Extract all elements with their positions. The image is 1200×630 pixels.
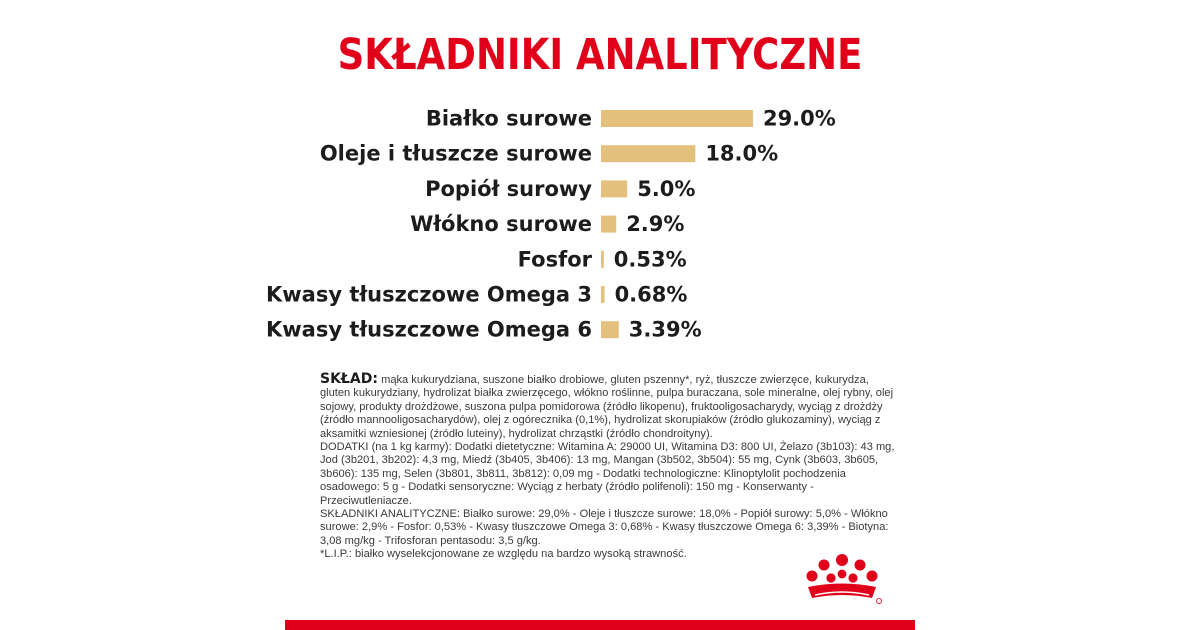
category-label: Kwasy tłuszczowe Omega 6 [265,317,592,342]
page-title: SKŁADNIKI ANALITYCZNE [337,30,863,80]
category-label: Oleje i tłuszcze surowe [319,141,592,166]
bar [601,180,627,197]
category-label: Białko surowe [425,106,592,131]
composition-label: SKŁAD: [320,371,378,387]
value-label: 5.0% [637,176,696,201]
composition-block [320,373,895,562]
ingredients-paragraph [320,373,895,441]
bar [601,286,605,303]
bar [601,321,619,338]
value-label: 18.0% [705,141,779,166]
category-label: Włókno surowe [410,212,592,237]
category-label: Kwasy tłuszczowe Omega 3 [265,282,592,307]
value-label: 2.9% [626,212,685,237]
crown-icon [800,554,884,608]
bar [601,216,616,233]
category-label: Popiół surowy [425,176,592,201]
category-label: Fosfor [517,247,592,272]
bar [601,145,695,162]
analytical-bar-chart [0,100,1200,360]
ingredients-text: mąka kukurydziana, suszone białko drobiowe, gluten pszenny*, ryż, tłuszcze zwierzęce, kukurydza, gluten kukurydziany, hydrolizat białka zwierzęcego, włókno roślinne, pulpa buraczana, sole mineralne, olej rybny, olej sojowy, produkty drożdżowe, suszona pulpa pomidorowa (źródło likopenu), fruktooligosacharydy, wyciąg z drożdży (źródło mannooligosacharydów), olej z ogórecznika (0,1%), hydrolizat skorupiaków (źródło glukozaminy), wyciąg z aksamitki wzniesionej (źródło luteiny), hydrolizat chrząstki (źródło chondroityny). [320,374,894,440]
footnote-text: *L.I.P.: białko wyselekcjonowane ze względu na bardzo wysoką strawność. [320,548,687,561]
bar [601,110,753,127]
value-label: 29.0% [762,106,836,131]
value-label: 3.39% [628,317,702,342]
footer-bar [285,620,915,630]
bar [601,251,604,268]
value-label: 0.53% [613,247,687,272]
analytical-constituents-text: SKŁADNIKI ANALITYCZNE: Białko surowe: 29,0% - Oleje i tłuszcze surowe: 18,0% - Popiół surowy: 5,0% - Włókno surowe: 2,9% - Fosfor: 0,53% - Kwasy tłuszczowe Omega 3: 0,68% - Kwasy tłuszczowe Omega 6: 3,39% - Biotyna: 3,08 mg/kg - Trifosforan pentasodu: 3,5 g/kg. [320,508,889,547]
additives-text: DODATKI (na 1 kg karmy): Dodatki dietetyczne: Witamina A: 29000 UI, Witamina D3: 800 UI, Żelazo (3b103): 43 mg, Jod (3b201, 3b202): 4,3 mg, Miedź (3b405, 3b406): 13 mg, Mangan (3b502, 3b504): 55 mg, Cynk (3b603, 3b605, 3b606): 135 mg, Selen (3b801, 3b811, 3b812): 0,09 mg - Dodatki technologiczne: Klinoptylolit pochodzenia osadowego: 5 g - Dodatki sensoryczne: Wyciąg z herbaty (źródło polifenoli): 150 mg - Konserwanty - Przeciwutleniacze. [320,441,895,507]
value-label: 0.68% [614,282,688,307]
